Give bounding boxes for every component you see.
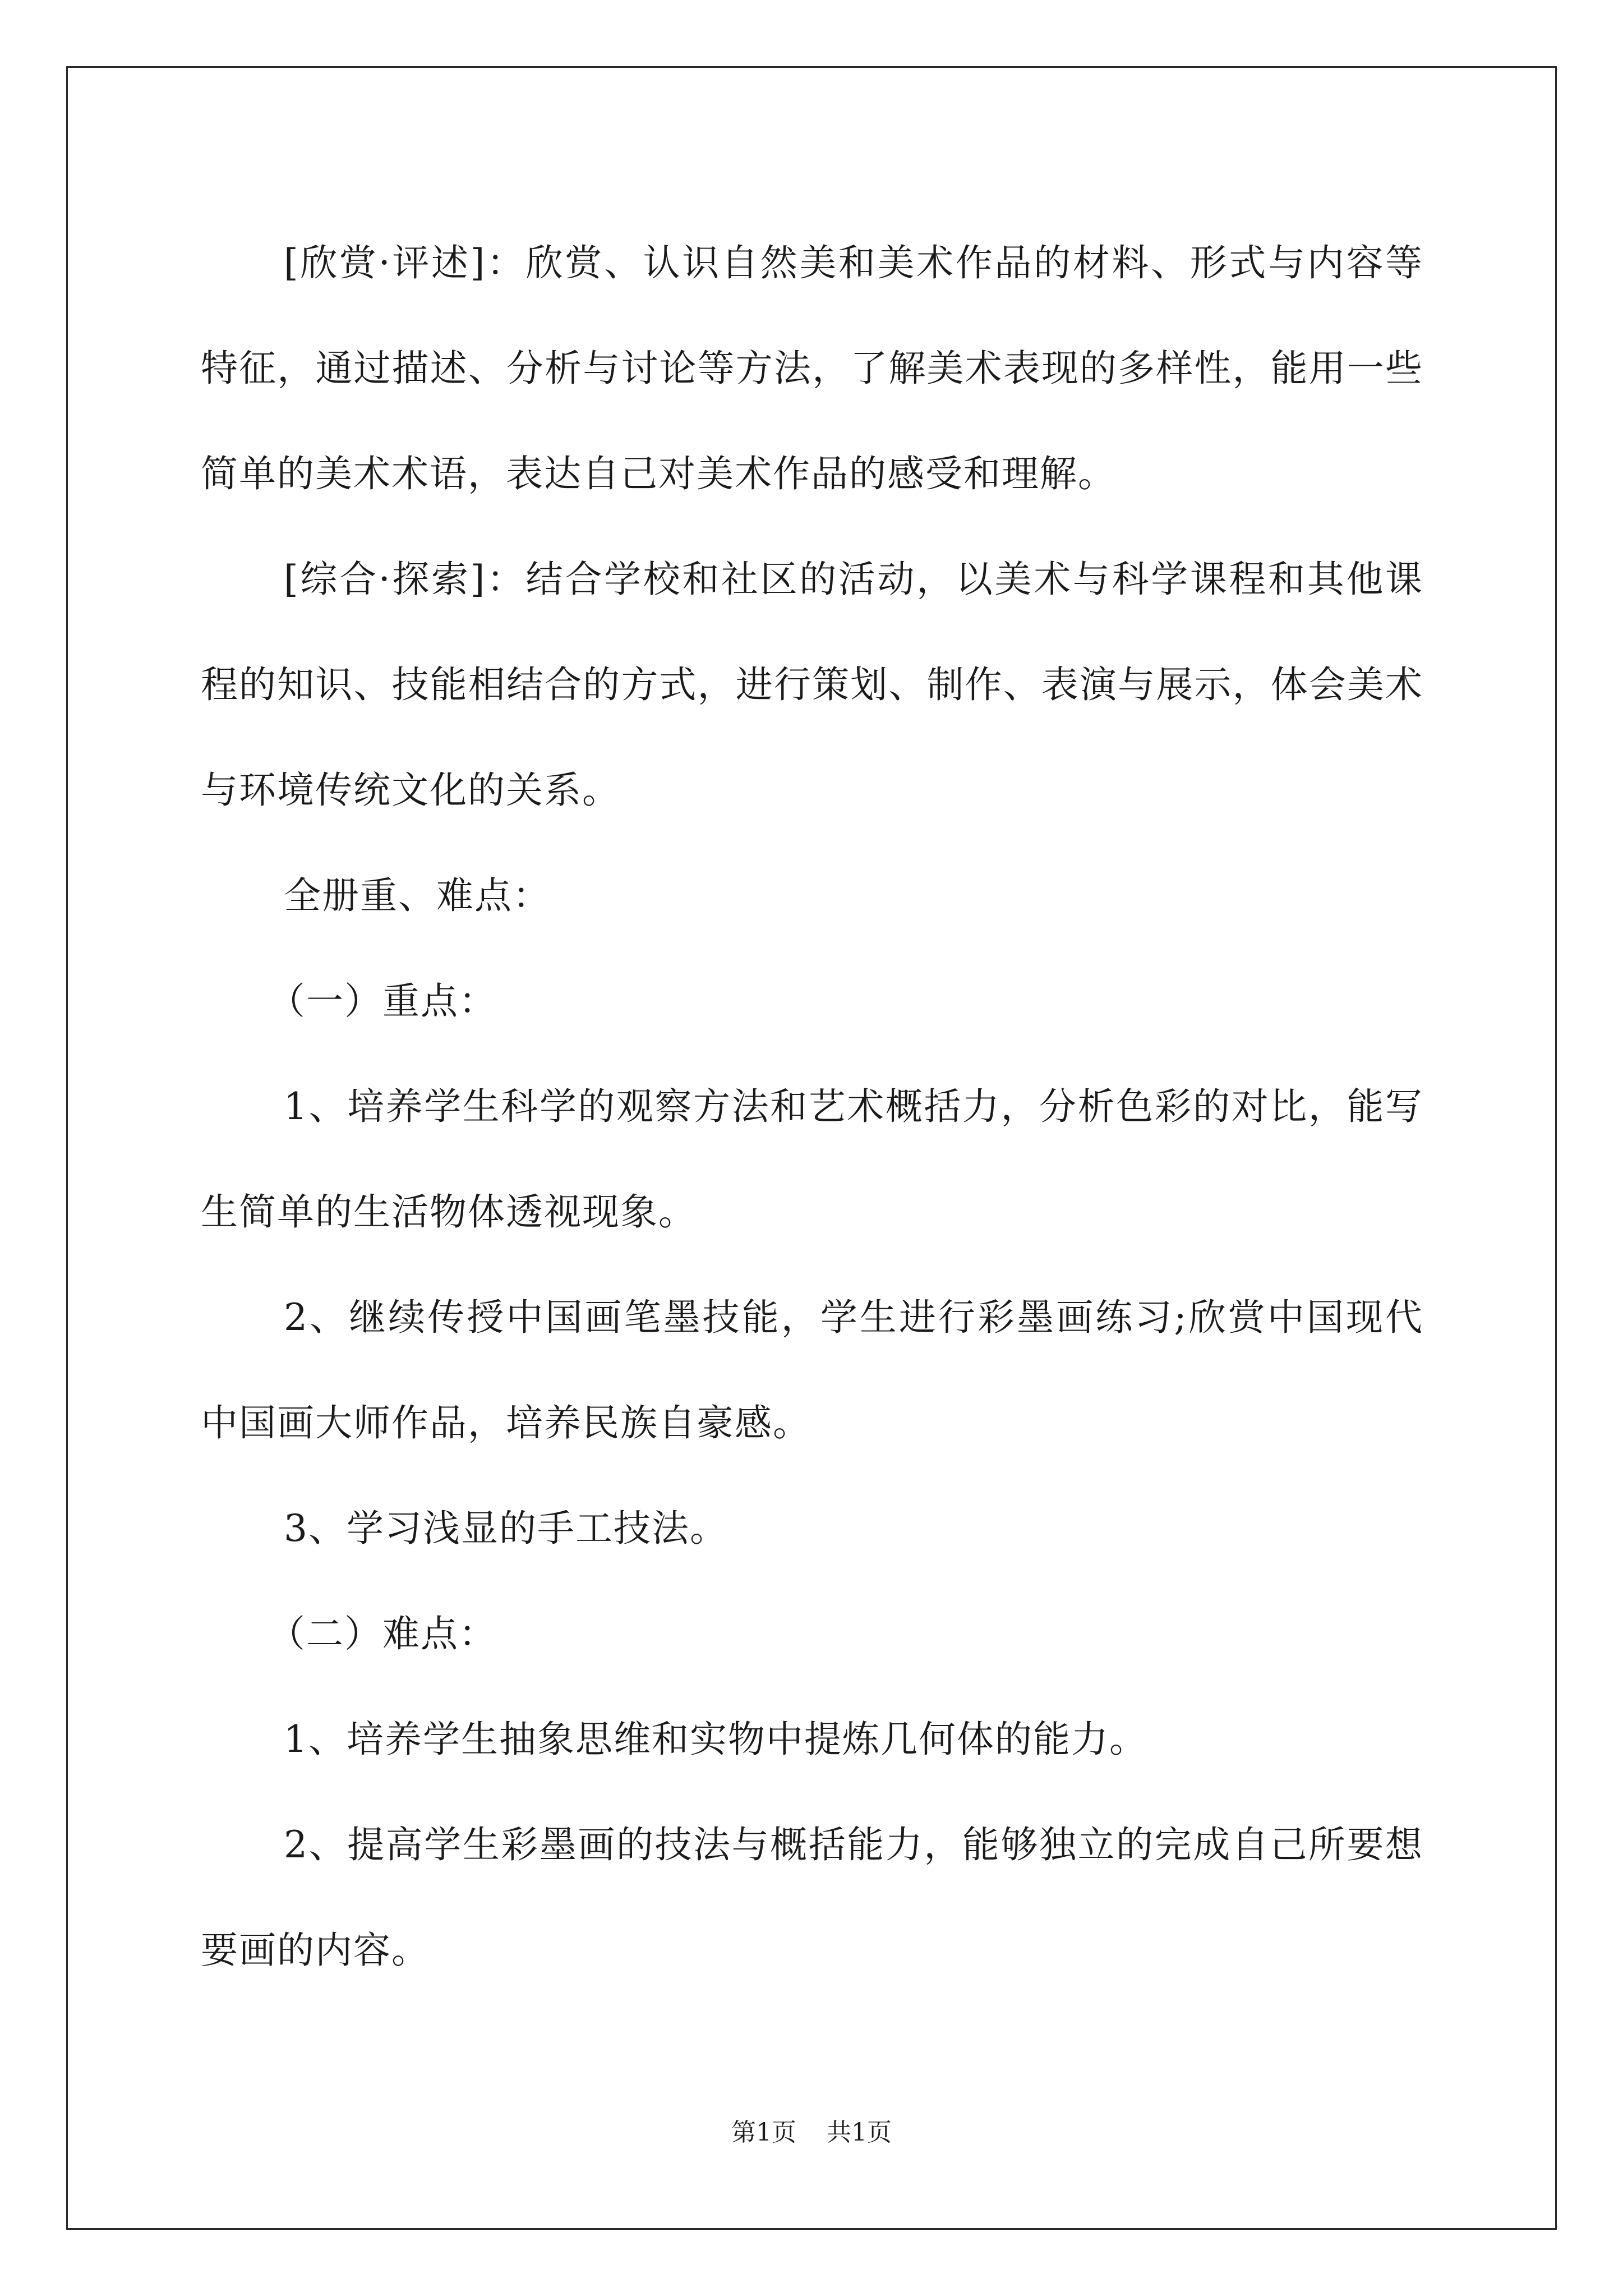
key-point-3: 3、学习浅显的手工技法。 <box>284 1507 728 1550</box>
page-number: 第1页 <box>731 2118 796 2147</box>
page-footer <box>0 2112 1623 2148</box>
difficulty-1: 1、培养学生抽象思维和实物中提炼几何体的能力。 <box>284 1718 1147 1761</box>
heading-key-difficulty: 全册重、难点： <box>284 874 551 917</box>
heading-key-points: （一）重点： <box>268 979 497 1023</box>
document-body <box>201 210 1423 2003</box>
page-total: 共1页 <box>827 2118 892 2147</box>
heading-difficulties: （二）难点： <box>268 1612 497 1655</box>
paragraph-appreciation: [欣赏·评述]：欣赏、认识自然美和美术作品的材料、形式与内容等特征，通过描述、分析与讨论等方法，了解美术表现的多样性，能用一些简单的美术术语，表达自己对美术作品的感受和理解。 <box>201 241 1423 495</box>
key-point-1: 1、培养学生科学的观察方法和艺术概括力，分析色彩的对比，能写生简单的生活物体透视现象。 <box>201 1085 1423 1234</box>
key-point-2: 2、继续传授中国画笔墨技能，学生进行彩墨画练习;欣赏中国现代中国画大师作品，培养民族自豪感。 <box>201 1296 1423 1444</box>
paragraph-synthesis: [综合·探索]：结合学校和社区的活动，以美术与科学课程和其他课程的知识、技能相结合的方式，进行策划、制作、表演与展示，体会美术与环境传统文化的关系。 <box>201 558 1423 812</box>
difficulty-2: 2、提高学生彩墨画的技法与概括能力，能够独立的完成自己所要想要画的内容。 <box>201 1823 1423 1972</box>
